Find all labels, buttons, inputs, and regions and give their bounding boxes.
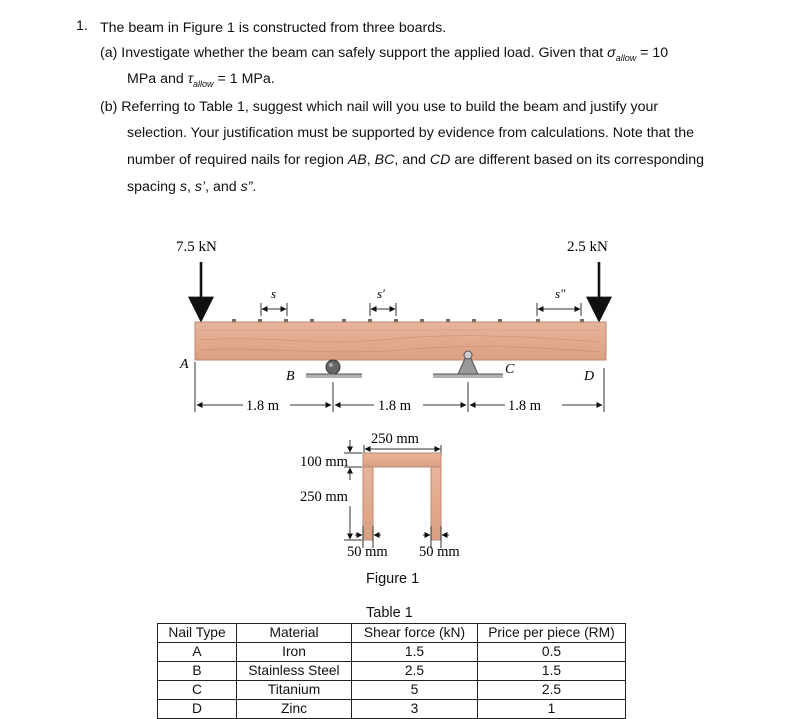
- point-d-label: D: [584, 369, 595, 384]
- part-a-text-2: MPa and: [127, 71, 188, 87]
- cell-price: 0.5: [478, 643, 626, 662]
- cell-nail-type: D: [158, 700, 237, 719]
- table-header-row: [158, 624, 626, 643]
- cell-material: Zinc: [237, 700, 352, 719]
- question-intro: The beam in Figure 1 is constructed from three boards.: [100, 20, 447, 36]
- cell-shear-force: 3: [352, 700, 478, 719]
- spacing-s-dprime-marker: [537, 286, 581, 316]
- cell-shear-force: 1.5: [352, 643, 478, 662]
- span-cd-label: 1.8 m: [508, 398, 542, 414]
- spacing-s-prime: s’: [194, 179, 206, 195]
- point-c-label: C: [505, 362, 515, 377]
- spacing-s-prime-marker: [370, 286, 396, 316]
- spacing-s-dprime: s”: [240, 179, 253, 195]
- spacing-s-prime-label: s′: [377, 286, 385, 301]
- cell-price: 1.5: [478, 662, 626, 681]
- sep-3: ,: [186, 179, 195, 195]
- load-left-label: 7.5 kN: [176, 239, 217, 255]
- region-ab: AB: [347, 152, 367, 168]
- cell-nail-type: A: [158, 643, 237, 662]
- part-b-label: (b): [100, 99, 118, 115]
- web-thickness-left-label: 50 mm: [347, 544, 388, 560]
- cross-section: [300, 431, 460, 560]
- part-a-text: Investigate whether the beam can safely support the applied load. Given that: [121, 45, 608, 61]
- web-height-label: 250 mm: [300, 489, 348, 505]
- tau-subscript: allow: [193, 78, 214, 89]
- part-b-text-1: Referring to Table 1, suggest which nail will you use to build the beam and justify your: [121, 99, 659, 115]
- load-right-label: 2.5 kN: [567, 239, 608, 255]
- header-price: Price per piece (RM): [478, 624, 626, 643]
- cell-nail-type: C: [158, 681, 237, 700]
- part-b-line-2: selection. Your justification must be supported by evidence from calculations. Note that the: [127, 125, 695, 141]
- point-b-label: B: [286, 369, 295, 384]
- table-row: [158, 681, 626, 700]
- spacing-s-marker: [261, 286, 287, 316]
- cell-price: 2.5: [478, 681, 626, 700]
- wooden-beam: [195, 319, 606, 360]
- cell-shear-force: 2.5: [352, 662, 478, 681]
- header-shear-force: Shear force (kN): [352, 624, 478, 643]
- web-thickness-right-label: 50 mm: [419, 544, 460, 560]
- sep-4: , and: [205, 179, 241, 195]
- roller-support: [306, 360, 362, 378]
- part-b-text-4: spacing: [127, 179, 180, 195]
- header-material: Material: [237, 624, 352, 643]
- region-bc: BC: [374, 152, 395, 168]
- cell-material: Iron: [237, 643, 352, 662]
- tau-symbol: τ: [187, 71, 194, 87]
- part-b-text-3b: are different based on its corresponding: [450, 152, 705, 168]
- cell-material: Stainless Steel: [237, 662, 352, 681]
- part-b-text-3: number of required nails for region: [127, 152, 348, 168]
- span-ab-label: 1.8 m: [246, 398, 280, 414]
- table-row: [158, 643, 626, 662]
- flange-thickness-label: 100 mm: [300, 454, 348, 470]
- tau-value: = 1 MPa.: [213, 71, 275, 87]
- span-bc-label: 1.8 m: [378, 398, 412, 414]
- question-number: 1.: [76, 18, 88, 34]
- header-nail-type: Nail Type: [158, 624, 237, 643]
- table-caption: Table 1: [366, 605, 413, 621]
- spacing-s: s: [179, 179, 187, 195]
- cell-material: Titanium: [237, 681, 352, 700]
- sigma-value: = 10: [636, 45, 669, 61]
- sigma-subscript: allow: [615, 52, 637, 63]
- part-b-end: .: [252, 179, 257, 195]
- top-width-label: 250 mm: [371, 431, 419, 447]
- sigma-symbol: σ: [607, 45, 616, 61]
- sep-1: ,: [366, 152, 375, 168]
- region-cd: CD: [429, 152, 451, 168]
- sep-2: , and: [394, 152, 430, 168]
- cell-price: 1: [478, 700, 626, 719]
- part-a-label: (a): [100, 45, 118, 61]
- spacing-s-label: s: [271, 286, 277, 301]
- figure-caption: Figure 1: [366, 571, 420, 587]
- point-a-label: A: [180, 357, 189, 372]
- table-row: [158, 662, 626, 681]
- cell-nail-type: B: [158, 662, 237, 681]
- nail-table: [157, 623, 626, 719]
- spacing-s-dprime-label: s″: [555, 286, 566, 301]
- cell-shear-force: 5: [352, 681, 478, 700]
